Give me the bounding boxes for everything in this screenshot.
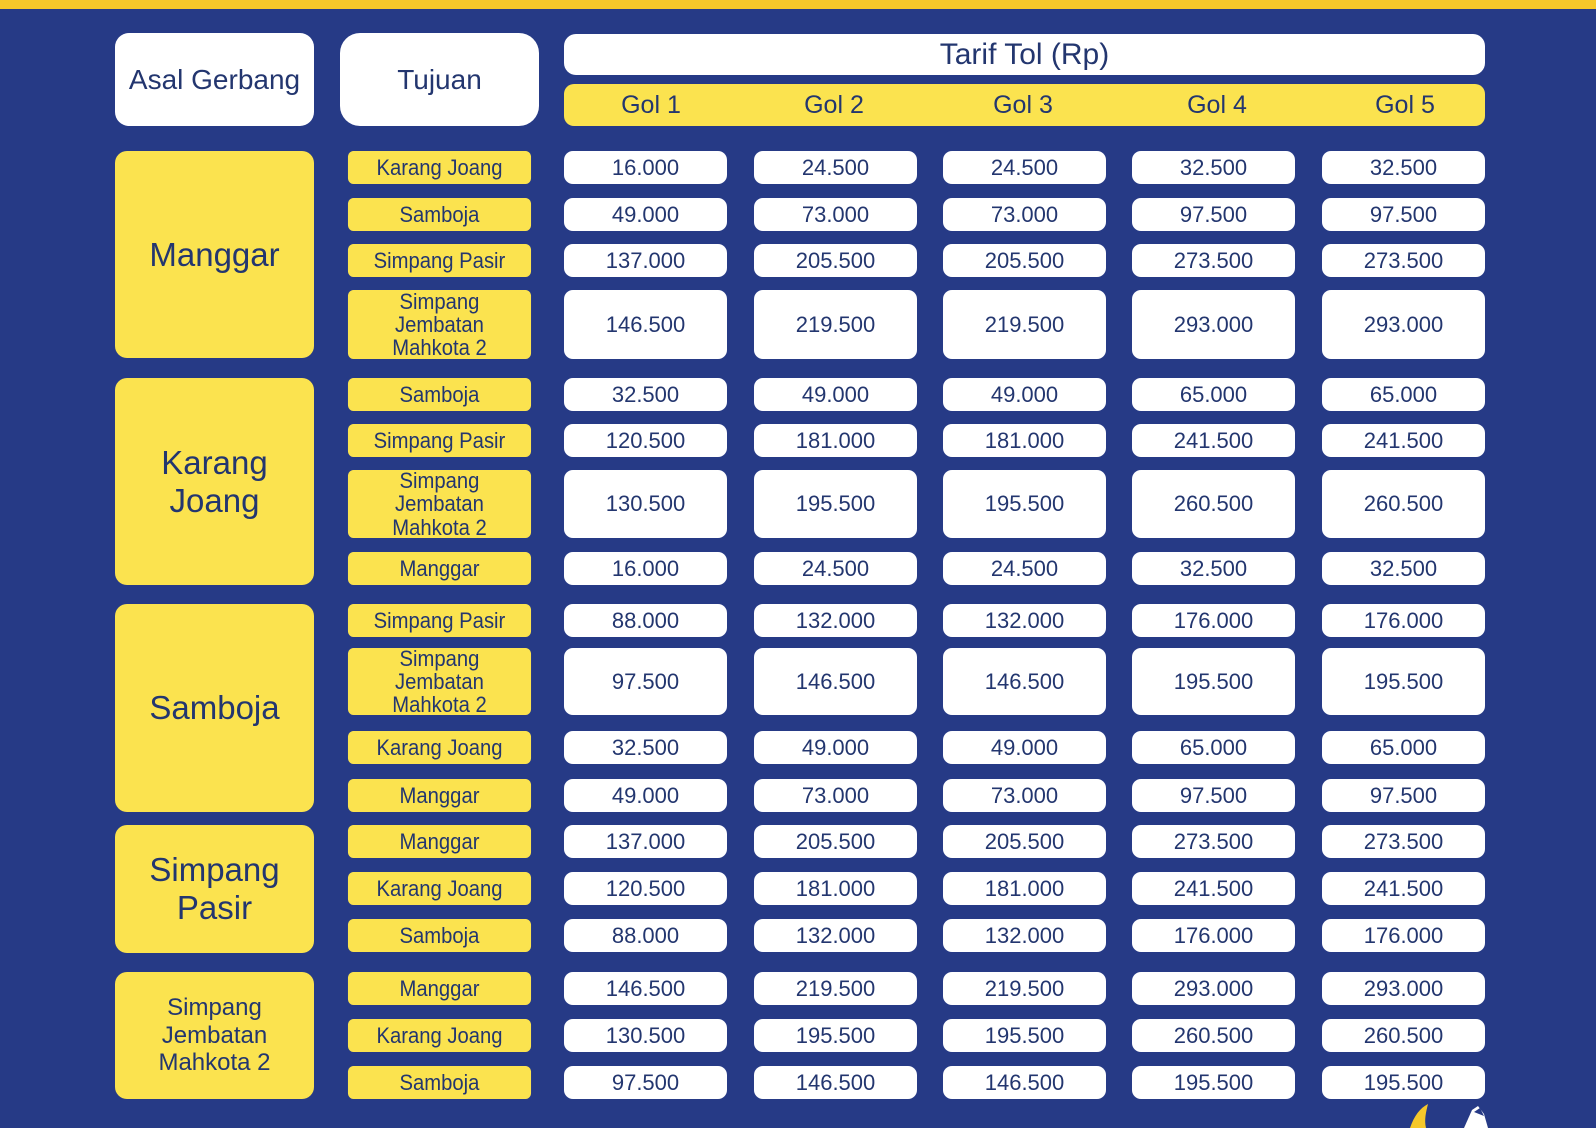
price-cell: 73.000 [754,198,917,231]
price-cell: 205.500 [754,244,917,277]
price-cell: 273.500 [1322,244,1485,277]
price-cell: 176.000 [1322,919,1485,952]
price-cell: 97.500 [1322,779,1485,812]
price-cell: 181.000 [754,424,917,457]
price-cell: 88.000 [564,604,727,637]
price-cell: 219.500 [943,290,1106,359]
price-cell: 195.500 [1132,648,1295,715]
price-cell: 97.500 [1132,779,1295,812]
destination-label: Samboja [348,1066,531,1099]
price-cell: 49.000 [943,731,1106,764]
price-cell: 176.000 [1132,919,1295,952]
price-cell: 24.500 [754,151,917,184]
brand-logo-icon [1404,1102,1520,1128]
origin-gate: Manggar [115,151,314,358]
price-cell: 260.500 [1322,470,1485,538]
price-cell: 32.500 [1132,552,1295,585]
price-cell: 132.000 [754,919,917,952]
price-cell: 195.500 [943,1019,1106,1052]
destination-label: Karang Joang [348,731,531,764]
destination-label: Karang Joang [348,872,531,905]
price-cell: 130.500 [564,470,727,538]
destination-label: Simpang Jembatan Mahkota 2 [348,290,531,359]
destination-label: Manggar [348,825,531,858]
price-cell: 65.000 [1322,731,1485,764]
price-cell: 205.500 [943,825,1106,858]
price-cell: 293.000 [1132,290,1295,359]
price-cell: 97.500 [564,1066,727,1099]
price-cell: 49.000 [564,779,727,812]
price-cell: 146.500 [754,1066,917,1099]
price-cell: 97.500 [1132,198,1295,231]
price-cell: 73.000 [754,779,917,812]
price-cell: 146.500 [943,648,1106,715]
price-cell: 32.500 [1322,552,1485,585]
destination-label: Simpang Jembatan Mahkota 2 [348,648,531,715]
price-cell: 49.000 [564,198,727,231]
price-cell: 32.500 [564,731,727,764]
header-tarif-tol: Tarif Tol (Rp) [564,34,1485,75]
price-cell: 137.000 [564,825,727,858]
price-cell: 130.500 [564,1019,727,1052]
header-asal-gerbang: Asal Gerbang [115,33,314,126]
price-cell: 146.500 [564,290,727,359]
price-cell: 205.500 [943,244,1106,277]
price-cell: 273.500 [1132,825,1295,858]
price-cell: 49.000 [754,731,917,764]
price-cell: 195.500 [943,470,1106,538]
price-cell: 293.000 [1132,972,1295,1005]
destination-label: Simpang Jembatan Mahkota 2 [348,470,531,538]
destination-label: Samboja [348,919,531,952]
price-cell: 219.500 [754,290,917,359]
destination-label: Manggar [348,552,531,585]
price-cell: 146.500 [564,972,727,1005]
destination-label: Manggar [348,779,531,812]
price-cell: 73.000 [943,198,1106,231]
price-cell: 24.500 [943,552,1106,585]
price-cell: 293.000 [1322,290,1485,359]
price-cell: 260.500 [1132,1019,1295,1052]
price-cell: 205.500 [754,825,917,858]
gol-header-5: Gol 5 [1375,90,1435,119]
price-cell: 24.500 [943,151,1106,184]
destination-label: Samboja [348,378,531,411]
destination-label: Simpang Pasir [348,604,531,637]
origin-gate: Simpang Jembatan Mahkota 2 [115,972,314,1099]
price-cell: 97.500 [564,648,727,715]
price-cell: 273.500 [1132,244,1295,277]
price-cell: 49.000 [754,378,917,411]
price-cell: 32.500 [1322,151,1485,184]
price-cell: 65.000 [1322,378,1485,411]
price-cell: 16.000 [564,151,727,184]
price-cell: 176.000 [1322,604,1485,637]
price-cell: 181.000 [943,872,1106,905]
price-cell: 293.000 [1322,972,1485,1005]
price-cell: 120.500 [564,424,727,457]
price-cell: 195.500 [1322,1066,1485,1099]
price-cell: 24.500 [754,552,917,585]
price-cell: 97.500 [1322,198,1485,231]
price-cell: 88.000 [564,919,727,952]
price-cell: 195.500 [754,1019,917,1052]
price-cell: 219.500 [754,972,917,1005]
price-cell: 120.500 [564,872,727,905]
origin-gate: Karang Joang [115,378,314,585]
price-cell: 137.000 [564,244,727,277]
price-cell: 32.500 [1132,151,1295,184]
destination-label: Manggar [348,972,531,1005]
price-cell: 273.500 [1322,825,1485,858]
price-cell: 195.500 [754,470,917,538]
price-cell: 260.500 [1322,1019,1485,1052]
price-cell: 132.000 [754,604,917,637]
price-cell: 73.000 [943,779,1106,812]
price-cell: 16.000 [564,552,727,585]
destination-label: Karang Joang [348,1019,531,1052]
price-cell: 195.500 [1322,648,1485,715]
price-cell: 132.000 [943,604,1106,637]
price-cell: 241.500 [1132,424,1295,457]
destination-label: Karang Joang [348,151,531,184]
price-cell: 65.000 [1132,731,1295,764]
price-cell: 65.000 [1132,378,1295,411]
gol-header-2: Gol 2 [804,90,864,119]
gol-header-3: Gol 3 [993,90,1053,119]
price-cell: 146.500 [943,1066,1106,1099]
price-cell: 241.500 [1322,872,1485,905]
price-cell: 32.500 [564,378,727,411]
gol-header-4: Gol 4 [1187,90,1247,119]
destination-label: Samboja [348,198,531,231]
price-cell: 181.000 [754,872,917,905]
price-cell: 260.500 [1132,470,1295,538]
gol-header-1: Gol 1 [621,90,681,119]
price-cell: 241.500 [1132,872,1295,905]
destination-label: Simpang Pasir [348,424,531,457]
top-accent-bar [0,0,1596,9]
price-cell: 49.000 [943,378,1106,411]
origin-gate: Simpang Pasir [115,825,314,953]
price-cell: 241.500 [1322,424,1485,457]
origin-gate: Samboja [115,604,314,812]
header-tujuan: Tujuan [340,33,539,126]
destination-label: Simpang Pasir [348,244,531,277]
price-cell: 181.000 [943,424,1106,457]
price-cell: 219.500 [943,972,1106,1005]
price-cell: 195.500 [1132,1066,1295,1099]
price-cell: 176.000 [1132,604,1295,637]
price-cell: 132.000 [943,919,1106,952]
price-cell: 146.500 [754,648,917,715]
